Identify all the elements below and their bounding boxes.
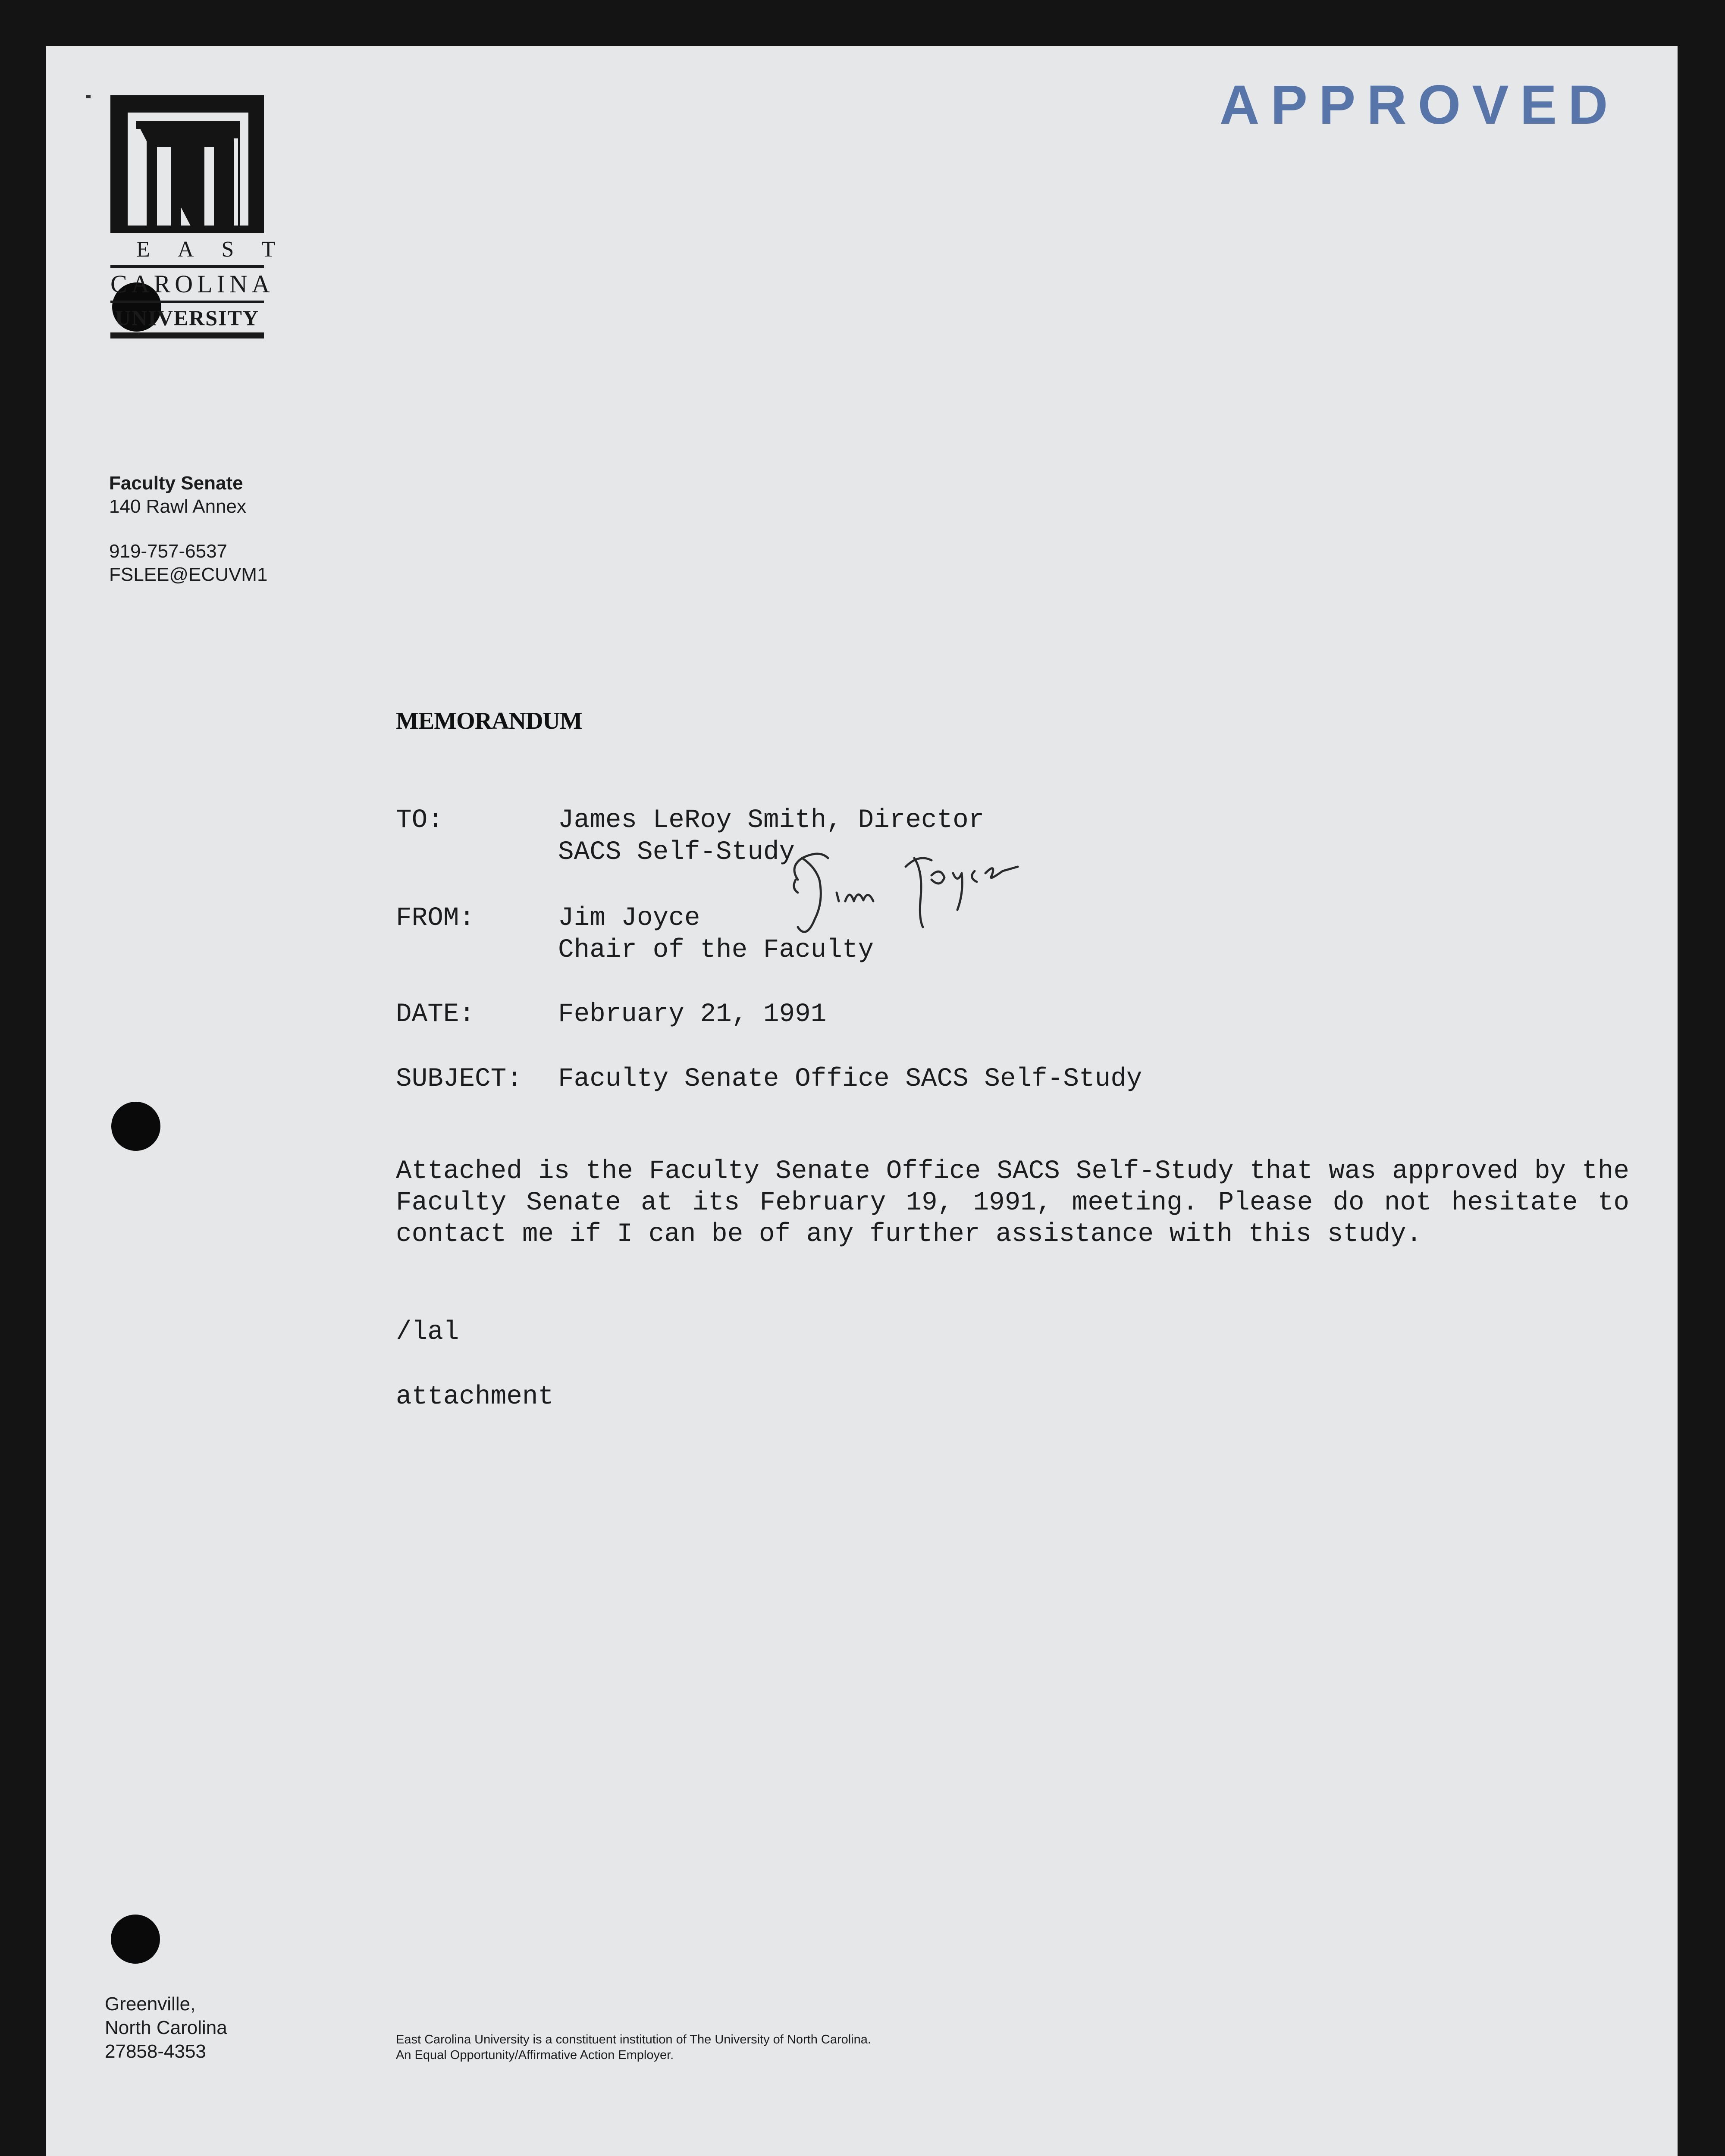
footer-note-line-1: East Carolina University is a constituent institution of The University of North Carolina. bbox=[396, 2033, 871, 2046]
to-label: TO: bbox=[396, 805, 443, 835]
logo-rule bbox=[110, 265, 264, 268]
memo-body: Attached is the Faculty Senate Office SACS Self-Study that was approved by the Faculty Senate at its February 19, 1991, meeting. Please do not hesitate to contact me if I can be of any further assistance with this study. bbox=[396, 1156, 1629, 1249]
date-value: February 21, 1991 bbox=[558, 1000, 827, 1029]
signature-mark bbox=[750, 841, 1044, 953]
handwritten-signature bbox=[750, 841, 1044, 955]
footer-zip: 27858-4353 bbox=[105, 2041, 206, 2062]
to-line-2: SACS Self-Study bbox=[558, 837, 795, 867]
office-phone: 919-757-6537 bbox=[109, 541, 228, 562]
paper-speck bbox=[86, 95, 91, 98]
letterhead-address bbox=[109, 472, 267, 586]
subject-value: Faculty Senate Office SACS Self-Study bbox=[558, 1064, 1142, 1094]
logo-rule bbox=[110, 301, 264, 303]
from-label: FROM: bbox=[396, 903, 475, 933]
typist-initials: /lal bbox=[396, 1317, 459, 1347]
office-room: 140 Rawl Annex bbox=[109, 496, 246, 517]
university-logo bbox=[110, 95, 303, 338]
from-line-2: Chair of the Faculty bbox=[558, 935, 874, 965]
logo-university-text: UNIVERSITY bbox=[115, 306, 259, 330]
footer-note bbox=[396, 2032, 871, 2063]
memo-title: MEMORANDUM bbox=[396, 708, 582, 734]
to-line-1: James LeRoy Smith, Director bbox=[558, 805, 985, 835]
logo-east-text: EAST bbox=[136, 237, 303, 262]
footer-address bbox=[105, 1992, 227, 2063]
footer-city: Greenville, bbox=[105, 1993, 196, 2015]
logo-carolina-text: CAROLINA bbox=[110, 270, 274, 298]
footer-note-line-2: An Equal Opportunity/Affirmative Action Employer. bbox=[396, 2048, 674, 2062]
punch-hole-bottom bbox=[111, 1915, 160, 1964]
footer-state: North Carolina bbox=[105, 2017, 227, 2038]
office-name: Faculty Senate bbox=[109, 473, 243, 494]
enclosure-note: attachment bbox=[396, 1382, 554, 1412]
office-email: FSLEE@ECUVM1 bbox=[109, 564, 268, 585]
ecu-monogram-icon bbox=[110, 95, 264, 233]
subject-label: SUBJECT: bbox=[396, 1064, 522, 1094]
approved-stamp: APPROVED bbox=[1220, 74, 1619, 136]
from-line-1: Jim Joyce bbox=[558, 903, 700, 933]
punch-hole-middle bbox=[111, 1102, 160, 1151]
paper-sheet bbox=[46, 46, 1678, 2156]
logo-bar bbox=[110, 332, 264, 338]
date-label: DATE: bbox=[396, 1000, 475, 1029]
